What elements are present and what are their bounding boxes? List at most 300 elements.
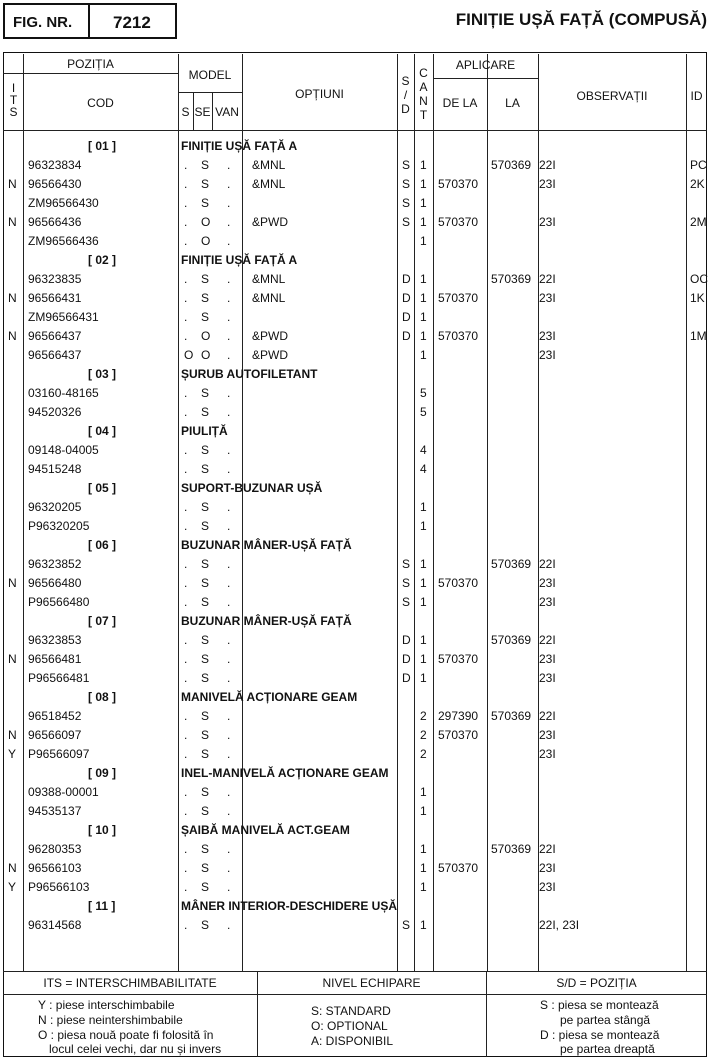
- id-cell: 2M: [690, 215, 707, 229]
- aplicare-underline: [433, 78, 538, 79]
- sd-cell: S: [402, 158, 411, 172]
- section-code: [ 08 ]: [88, 690, 117, 704]
- section-code: [ 05 ]: [88, 481, 117, 495]
- header-observatii: OBSERVAȚII: [576, 89, 648, 103]
- model-van-cell: .: [227, 785, 231, 799]
- section-row: [6, 763, 706, 782]
- id-cell: 1K: [690, 291, 705, 305]
- dela-cell: 570370: [438, 728, 479, 742]
- cod-cell: 96323853: [28, 633, 82, 647]
- cod-cell: 96566097: [28, 728, 82, 742]
- sd-cell: D: [402, 310, 411, 324]
- section-row: [6, 535, 706, 554]
- observatii-cell: 23I: [539, 671, 556, 685]
- header-cod: COD: [87, 96, 114, 110]
- cod-cell: ZM96566430: [28, 196, 99, 210]
- model-van-cell: .: [227, 804, 231, 818]
- legend-sd-line-2: pe partea stângă: [560, 1013, 651, 1027]
- model-s-cell: .: [184, 519, 188, 533]
- model-s-cell: .: [184, 747, 188, 761]
- cant-cell: 1: [420, 519, 427, 533]
- header-pozitia: POZIȚIA: [67, 57, 114, 71]
- model-s-cell: .: [184, 500, 188, 514]
- sd-cell: S: [402, 196, 411, 210]
- id-cell: OC: [690, 272, 708, 286]
- model-se-cell: S: [201, 177, 210, 191]
- sd-cell: S: [402, 595, 411, 609]
- section-title: MÂNER INTERIOR-DESCHIDERE UȘĂ: [181, 899, 398, 913]
- observatii-cell: 23I: [539, 348, 556, 362]
- legend-top-line: [3, 971, 707, 972]
- its-cell: Y: [8, 880, 17, 894]
- model-van-cell: .: [227, 842, 231, 856]
- model-van-cell: .: [227, 234, 231, 248]
- legend-sd-title: S/D = POZIȚIA: [556, 976, 637, 990]
- cod-cell: 96566430: [28, 177, 82, 191]
- section-code: [ 01 ]: [88, 139, 117, 153]
- table-row: [6, 326, 706, 345]
- model-se-cell: S: [201, 405, 210, 419]
- table-row: [6, 307, 706, 326]
- table-row: [6, 592, 706, 611]
- model-van-cell: .: [227, 443, 231, 457]
- section-code: [ 02 ]: [88, 253, 117, 267]
- observatii-cell: 23I: [539, 177, 556, 191]
- model-van-cell: .: [227, 196, 231, 210]
- model-van-cell: .: [227, 652, 231, 666]
- model-se-cell: S: [201, 576, 210, 590]
- fig-label: FIG. NR.: [13, 14, 73, 31]
- model-s-cell: .: [184, 633, 188, 647]
- fig-number: 7212: [113, 13, 151, 32]
- cant-cell: 2: [420, 747, 427, 761]
- model-van-cell: .: [227, 918, 231, 932]
- header-se: SE: [194, 105, 211, 119]
- header-dela: DE LA: [442, 96, 478, 110]
- table-row: [6, 497, 706, 516]
- table-row: [6, 288, 706, 307]
- la-cell: 570369: [491, 709, 532, 723]
- section-title: FINIȚIE UȘĂ FAȚĂ A: [181, 253, 298, 267]
- model-se-cell: S: [201, 557, 210, 571]
- model-underline: [178, 92, 242, 93]
- sd-cell: S: [402, 215, 411, 229]
- model-s-cell: .: [184, 291, 188, 305]
- model-se-cell: S: [201, 386, 210, 400]
- its-cell: N: [8, 652, 17, 666]
- dela-cell: 297390: [438, 709, 479, 723]
- cod-cell: P96566097: [28, 747, 90, 761]
- model-s-cell: .: [184, 861, 188, 875]
- model-se-cell: S: [201, 880, 210, 894]
- table-row: [6, 212, 706, 231]
- model-van-cell: .: [227, 291, 231, 305]
- legend-nivel-line-1: S: STANDARD: [311, 1004, 391, 1018]
- cant-cell: 1: [420, 291, 427, 305]
- section-row: [6, 136, 706, 155]
- model-s-cell: .: [184, 310, 188, 324]
- cant-cell: 1: [420, 652, 427, 666]
- model-se-cell: S: [201, 443, 210, 457]
- model-s-cell: .: [184, 652, 188, 666]
- model-van-cell: .: [227, 747, 231, 761]
- cod-cell: 03160-48165: [28, 386, 99, 400]
- model-van-cell: .: [227, 405, 231, 419]
- cant-cell: 1: [420, 633, 427, 647]
- id-cell: 1M: [690, 329, 707, 343]
- observatii-cell: 22I: [539, 633, 556, 647]
- cod-cell: ZM96566431: [28, 310, 99, 324]
- legend-sd-line-4: pe partea dreaptă: [560, 1042, 655, 1056]
- table-row: [6, 744, 706, 763]
- cant-cell: 1: [420, 842, 427, 856]
- model-s-cell: .: [184, 804, 188, 818]
- page-title: FINIȚIE UȘĂ FAȚĂ (COMPUSĂ): [455, 10, 707, 29]
- legend-its-line-2: N : piese neintershimbabile: [38, 1013, 183, 1027]
- legend-nivel-title: NIVEL ECHIPARE: [322, 976, 421, 990]
- model-van-cell: .: [227, 557, 231, 571]
- legend-nivel-line-3: A: DISPONIBIL: [311, 1034, 394, 1048]
- figure-number-box: [3, 3, 177, 39]
- model-van-cell: .: [227, 861, 231, 875]
- optiuni-cell: &PWD: [252, 329, 288, 343]
- model-s-cell: .: [184, 671, 188, 685]
- cant-cell: 1: [420, 671, 427, 685]
- section-title: ȘAIBĂ MANIVELĂ ACT.GEAM: [181, 823, 350, 837]
- table-row: [6, 174, 706, 193]
- header-optiuni: OPȚIUNI: [295, 87, 344, 101]
- model-van-cell: .: [227, 158, 231, 172]
- section-title: BUZUNAR MÂNER-UȘĂ FAȚĂ: [181, 614, 352, 628]
- model-s-cell: .: [184, 196, 188, 210]
- model-se-cell: O: [201, 329, 211, 343]
- dela-cell: 570370: [438, 215, 479, 229]
- cod-cell: P96566480: [28, 595, 90, 609]
- model-s-cell: .: [184, 918, 188, 932]
- observatii-cell: 23I: [539, 215, 556, 229]
- optiuni-cell: &MNL: [252, 291, 286, 305]
- table-row: [6, 858, 706, 877]
- observatii-cell: 23I: [539, 728, 556, 742]
- sd-cell: D: [402, 272, 411, 286]
- cant-cell: 1: [420, 215, 427, 229]
- observatii-cell: 22I: [539, 158, 556, 172]
- section-code: [ 07 ]: [88, 614, 117, 628]
- cod-cell: 94515248: [28, 462, 82, 476]
- its-cell: N: [8, 728, 17, 742]
- cant-cell: 1: [420, 576, 427, 590]
- cod-cell: 96566437: [28, 329, 82, 343]
- model-van-cell: .: [227, 671, 231, 685]
- table-row: [6, 782, 706, 801]
- section-title: MANIVELĂ ACȚIONARE GEAM: [181, 690, 358, 704]
- model-van-cell: .: [227, 709, 231, 723]
- dela-cell: 570370: [438, 329, 479, 343]
- cant-cell: 1: [420, 557, 427, 571]
- model-van-cell: .: [227, 576, 231, 590]
- optiuni-cell: &PWD: [252, 215, 288, 229]
- model-s-cell: .: [184, 329, 188, 343]
- model-van-cell: .: [227, 386, 231, 400]
- cant-cell: 1: [420, 861, 427, 875]
- model-s-cell: .: [184, 709, 188, 723]
- table-row: [6, 440, 706, 459]
- cant-cell: 1: [420, 272, 427, 286]
- section-row: [6, 364, 706, 383]
- table-row: [6, 725, 706, 744]
- section-row: [6, 478, 706, 497]
- model-s-cell: .: [184, 386, 188, 400]
- observatii-cell: 23I: [539, 595, 556, 609]
- cant-cell: 1: [420, 880, 427, 894]
- id-cell: PC: [690, 158, 707, 172]
- cod-cell: 96566431: [28, 291, 82, 305]
- legend-sd-line-3: D : piesa se montează: [540, 1028, 660, 1042]
- table-row: [6, 231, 706, 250]
- model-s-cell: .: [184, 880, 188, 894]
- model-van-cell: .: [227, 728, 231, 742]
- section-code: [ 11 ]: [88, 899, 116, 913]
- section-title: INEL-MANIVELĂ ACȚIONARE GEAM: [181, 766, 389, 780]
- la-cell: 570369: [491, 842, 532, 856]
- header-s: S: [181, 105, 190, 119]
- model-se-cell: S: [201, 709, 210, 723]
- section-row: [6, 896, 706, 915]
- model-se-cell: S: [201, 842, 210, 856]
- table-row: [6, 668, 706, 687]
- cant-cell: 1: [420, 595, 427, 609]
- header-id: ID: [690, 89, 703, 103]
- model-s-cell: .: [184, 557, 188, 571]
- cant-cell: 1: [420, 310, 427, 324]
- model-se-cell: O: [201, 234, 211, 248]
- model-van-cell: .: [227, 329, 231, 343]
- cod-cell: 94520326: [28, 405, 82, 419]
- observatii-cell: 23I: [539, 880, 556, 894]
- la-cell: 570369: [491, 272, 532, 286]
- observatii-cell: 22I: [539, 842, 556, 856]
- cant-cell: 4: [420, 462, 427, 476]
- model-se-cell: S: [201, 158, 210, 172]
- model-van-cell: .: [227, 215, 231, 229]
- dela-cell: 570370: [438, 652, 479, 666]
- table-row: [6, 915, 706, 934]
- legend-its-title: ITS = INTERSCHIMBABILITATE: [43, 976, 217, 990]
- section-code: [ 06 ]: [88, 538, 117, 552]
- cod-cell: 96566103: [28, 861, 82, 875]
- model-se-cell: S: [201, 196, 210, 210]
- table-row: [6, 383, 706, 402]
- model-van-cell: .: [227, 310, 231, 324]
- dela-cell: 570370: [438, 291, 479, 305]
- legend-sd-line-1: S : piesa se montează: [540, 998, 659, 1012]
- model-se-cell: S: [201, 671, 210, 685]
- model-s-cell: O: [184, 348, 194, 362]
- table-row: [6, 459, 706, 478]
- legend-its-line-3: O : piesa nouă poate fi folosită în: [38, 1028, 214, 1042]
- table-row: [6, 630, 706, 649]
- header-aplicare: APLICARE: [455, 58, 516, 72]
- optiuni-cell: &MNL: [252, 272, 286, 286]
- model-s-cell: .: [184, 405, 188, 419]
- model-se-cell: S: [201, 804, 210, 818]
- model-s-cell: .: [184, 215, 188, 229]
- observatii-cell: 22I: [539, 557, 556, 571]
- header-van: VAN: [215, 105, 239, 119]
- observatii-cell: 23I: [539, 329, 556, 343]
- sd-cell: D: [402, 633, 411, 647]
- section-code: [ 10 ]: [88, 823, 117, 837]
- model-s-cell: .: [184, 728, 188, 742]
- observatii-cell: 23I: [539, 747, 556, 761]
- cod-cell: 09388-00001: [28, 785, 99, 799]
- cant-cell: 1: [420, 234, 427, 248]
- legend-title-line: [3, 994, 707, 995]
- cant-cell: 1: [420, 329, 427, 343]
- its-cell: N: [8, 177, 17, 191]
- its-cell: Y: [8, 747, 17, 761]
- sd-cell: D: [402, 329, 411, 343]
- model-se-cell: S: [201, 595, 210, 609]
- its-cell: N: [8, 576, 17, 590]
- its-cell: N: [8, 291, 17, 305]
- model-s-cell: .: [184, 158, 188, 172]
- observatii-cell: 22I: [539, 709, 556, 723]
- cant-cell: 1: [420, 158, 427, 172]
- cod-cell: 09148-04005: [28, 443, 99, 457]
- table-row: [6, 877, 706, 896]
- la-cell: 570369: [491, 158, 532, 172]
- optiuni-cell: &MNL: [252, 177, 286, 191]
- observatii-cell: 23I: [539, 652, 556, 666]
- observatii-cell: 22I, 23I: [539, 918, 580, 932]
- model-se-cell: S: [201, 500, 210, 514]
- model-s-cell: .: [184, 177, 188, 191]
- cod-cell: 94535137: [28, 804, 82, 818]
- observatii-cell: 23I: [539, 861, 556, 875]
- table-row: [6, 706, 706, 725]
- dela-cell: 570370: [438, 576, 479, 590]
- observatii-cell: 23I: [539, 576, 556, 590]
- table-row: [6, 345, 706, 364]
- cant-cell: 5: [420, 386, 427, 400]
- section-code: [ 09 ]: [88, 766, 117, 780]
- model-s-cell: .: [184, 234, 188, 248]
- model-se-cell: S: [201, 785, 210, 799]
- model-se-cell: S: [201, 747, 210, 761]
- model-van-cell: .: [227, 272, 231, 286]
- table-row: [6, 193, 706, 212]
- legend-its-line-1: Y : piese interschimbabile: [38, 998, 175, 1012]
- section-row: [6, 421, 706, 440]
- dela-cell: 570370: [438, 861, 479, 875]
- cod-cell: P96566481: [28, 671, 90, 685]
- model-s-cell: .: [184, 595, 188, 609]
- table-row: [6, 839, 706, 858]
- section-title: ȘURUB AUTOFILETANT: [181, 367, 318, 381]
- section-code: [ 04 ]: [88, 424, 117, 438]
- cod-cell: 96323835: [28, 272, 82, 286]
- legend-its-line-4: locul celei vechi, dar nu și invers: [49, 1042, 222, 1056]
- model-s-cell: .: [184, 443, 188, 457]
- table-row: [6, 269, 706, 288]
- section-row: [6, 250, 706, 269]
- header-its: I T S: [9, 81, 18, 119]
- sd-cell: D: [402, 671, 411, 685]
- model-s-cell: .: [184, 462, 188, 476]
- model-se-cell: O: [201, 215, 211, 229]
- model-se-cell: S: [201, 633, 210, 647]
- cod-cell: 96566480: [28, 576, 82, 590]
- model-s-cell: .: [184, 785, 188, 799]
- model-s-cell: .: [184, 842, 188, 856]
- table-row: [6, 402, 706, 421]
- optiuni-cell: &MNL: [252, 158, 286, 172]
- section-row: [6, 820, 706, 839]
- header-model: MODEL: [188, 68, 232, 82]
- cod-cell: 96320205: [28, 500, 82, 514]
- model-se-cell: O: [201, 348, 211, 362]
- table-row: [6, 516, 706, 535]
- cod-cell: P96320205: [28, 519, 90, 533]
- cant-cell: 2: [420, 728, 427, 742]
- header-la: LA: [505, 96, 520, 110]
- observatii-cell: 22I: [539, 272, 556, 286]
- sd-cell: S: [402, 918, 411, 932]
- cant-cell: 1: [420, 918, 427, 932]
- header-cant: C A N T: [419, 66, 428, 122]
- sd-cell: S: [402, 557, 411, 571]
- sd-cell: D: [402, 652, 411, 666]
- table-row: [6, 801, 706, 820]
- cant-cell: 1: [420, 196, 427, 210]
- dela-cell: 570370: [438, 177, 479, 191]
- section-code: [ 03 ]: [88, 367, 117, 381]
- cant-cell: 1: [420, 785, 427, 799]
- section-title: PIULIȚĂ: [181, 424, 228, 438]
- model-se-cell: S: [201, 272, 210, 286]
- table-row: [6, 554, 706, 573]
- model-se-cell: S: [201, 652, 210, 666]
- cod-cell: 96323834: [28, 158, 82, 172]
- pozitia-underline: [3, 73, 178, 74]
- section-row: [6, 611, 706, 630]
- table-row: [6, 649, 706, 668]
- cod-cell: 96518452: [28, 709, 82, 723]
- model-van-cell: .: [227, 348, 231, 362]
- model-se-cell: S: [201, 291, 210, 305]
- its-cell: N: [8, 329, 17, 343]
- cant-cell: 1: [420, 804, 427, 818]
- model-se-cell: S: [201, 918, 210, 932]
- section-row: [6, 687, 706, 706]
- section-title: FINIȚIE UȘĂ FAȚĂ A: [181, 139, 298, 153]
- model-van-cell: .: [227, 462, 231, 476]
- cod-cell: 96566481: [28, 652, 82, 666]
- sd-cell: S: [402, 576, 411, 590]
- cod-cell: P96566103: [28, 880, 90, 894]
- cod-cell: 96314568: [28, 918, 82, 932]
- cod-cell: ZM96566436: [28, 234, 99, 248]
- sd-cell: S: [402, 177, 411, 191]
- table-row: [6, 155, 706, 174]
- cant-cell: 1: [420, 348, 427, 362]
- cod-cell: 96566437: [28, 348, 82, 362]
- sd-cell: D: [402, 291, 411, 305]
- model-se-cell: S: [201, 519, 210, 533]
- model-se-cell: S: [201, 728, 210, 742]
- cod-cell: 96280353: [28, 842, 82, 856]
